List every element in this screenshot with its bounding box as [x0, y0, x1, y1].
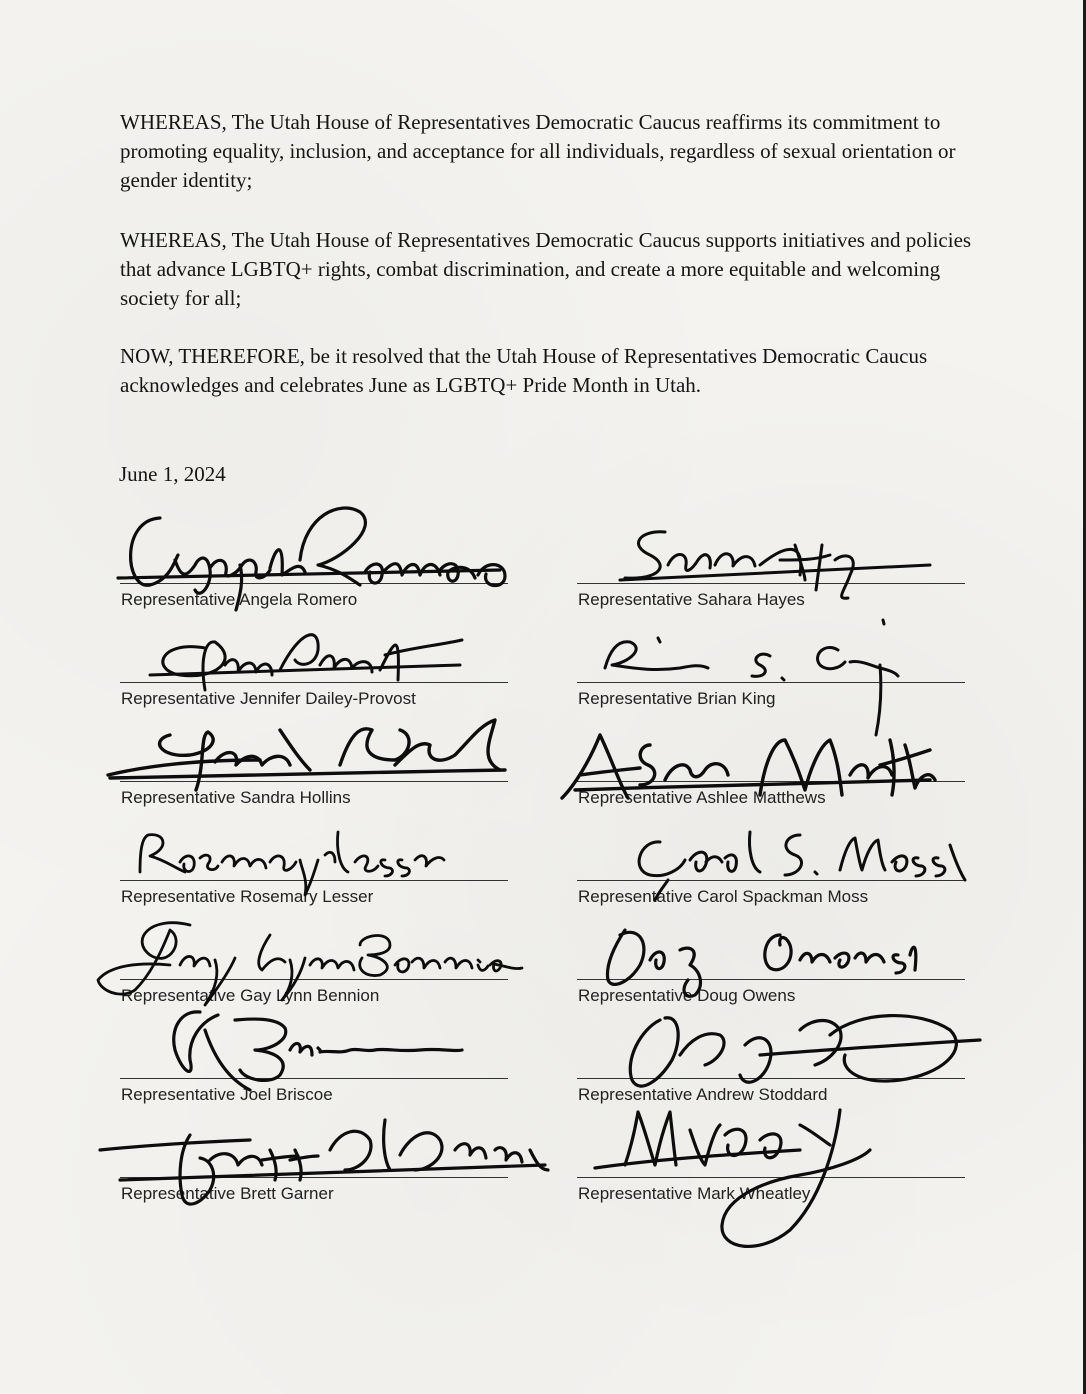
signature-line	[577, 583, 965, 584]
signature-block-stoddard	[577, 1078, 967, 1138]
signature-block-garner	[120, 1177, 510, 1237]
signature-line	[577, 979, 965, 980]
resolution-text	[120, 108, 980, 195]
signatory-name: Representative Rosemary Lesser	[121, 887, 374, 906]
signature-block-romero	[120, 583, 510, 643]
signatory-name: Representative Angela Romero	[121, 590, 358, 609]
signature-line	[120, 781, 508, 782]
signature-line	[577, 781, 965, 782]
whereas-paragraph-1: WHEREAS, The Utah House of Representatives Democratic Caucus reaffirms its commitment to promoting equality, inclusion, and acceptance for all individuals, regardless of sexual orientation or gender identity;	[120, 110, 956, 192]
signature-line	[577, 880, 965, 881]
signature-line	[120, 1078, 508, 1079]
signature-block-hollins	[120, 781, 510, 841]
signature-line	[120, 1177, 508, 1178]
resolution-text	[120, 342, 980, 400]
signature-line	[120, 682, 508, 683]
signatory-name: Representative Mark Wheatley	[578, 1184, 811, 1203]
signatory-name: Representative Carol Spackman Moss	[578, 887, 869, 906]
signatory-name: Representative Sahara Hayes	[578, 590, 805, 609]
signature-block-bennion	[120, 979, 510, 1039]
signature-block-moss	[577, 880, 967, 940]
signature-line	[120, 583, 508, 584]
signature-line	[577, 1078, 965, 1079]
signatory-name: Representative Gay Lynn Bennion	[121, 986, 380, 1005]
signature-block-dailey-provost	[120, 682, 510, 742]
signatory-name: Representative Sandra Hollins	[121, 788, 351, 807]
signatory-name: Representative Brian King	[578, 689, 776, 708]
whereas-paragraph-2: WHEREAS, The Utah House of Representatives Democratic Caucus supports initiatives and policies that advance LGBTQ+ rights, combat discrimination, and create a more equitable and welcoming society for all;	[120, 228, 972, 310]
resolution-text	[120, 226, 980, 313]
signature-block-matthews	[577, 781, 967, 841]
signature-block-wheatley	[577, 1177, 967, 1237]
signatory-name: Representative Doug Owens	[578, 986, 796, 1005]
resolved-paragraph: NOW, THEREFORE, be it resolved that the Utah House of Representatives Democratic Caucus acknowledges and celebrates June as LGBTQ+ Pride Month in Utah.	[120, 344, 928, 397]
signature-line	[577, 682, 965, 683]
signature-line	[120, 979, 508, 980]
signature-line	[577, 1177, 965, 1178]
signature-line	[120, 880, 508, 881]
signature-block-hayes	[577, 583, 967, 643]
signature-block-briscoe	[120, 1078, 510, 1138]
signatory-name: Representative Joel Briscoe	[121, 1085, 333, 1104]
signature-block-king	[577, 682, 967, 742]
signatory-name: Representative Andrew Stoddard	[578, 1085, 828, 1104]
signature-block-owens	[577, 979, 967, 1039]
signatory-name: Representative Ashlee Matthews	[578, 788, 826, 807]
signatory-name: Representative Jennifer Dailey-Provost	[121, 689, 416, 708]
signatory-name: Representative Brett Garner	[121, 1184, 334, 1203]
signature-block-lesser	[120, 880, 510, 940]
document-date: June 1, 2024	[119, 462, 226, 486]
